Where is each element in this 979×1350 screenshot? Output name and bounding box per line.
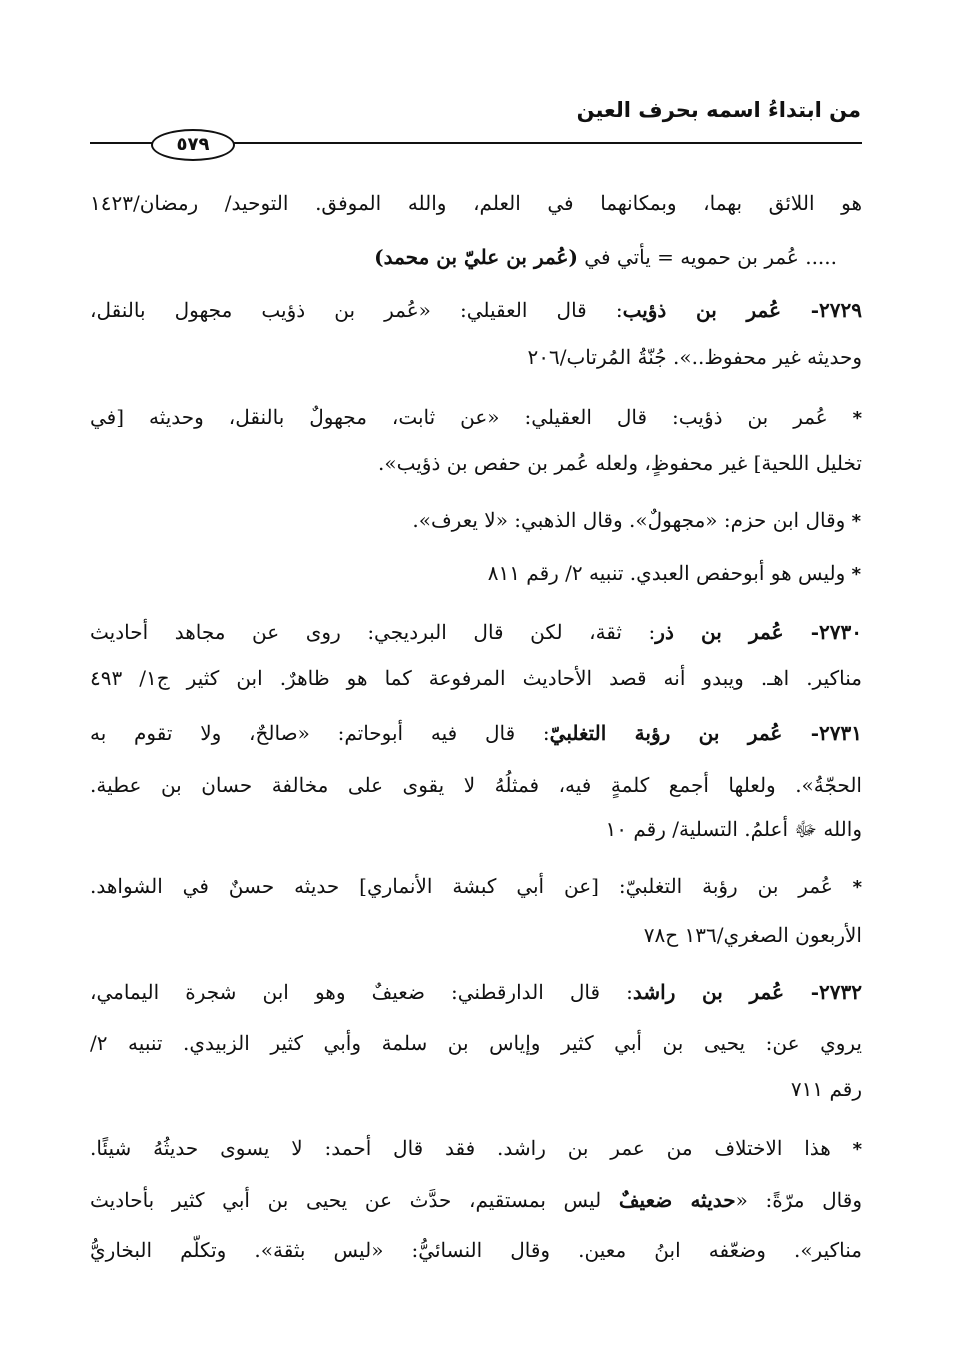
line-text: رقم ٧١١ <box>790 1077 862 1101</box>
asterisk-marker: * <box>845 564 861 585</box>
page-number-badge: ٥٧٩ <box>151 129 235 161</box>
text-line <box>90 183 862 223</box>
entry-heading: حديثه ضعيفٌ <box>618 1188 736 1212</box>
entry-heading: ٢٧٣١- عُمر بن رؤبة التغلبيّ <box>549 721 862 745</box>
line-text: يروي عن: يحيى بن أبي كثير وإياس بن سلمة وأبي كثير الزبيدي. تنبيه ٢/ <box>90 1031 862 1055</box>
asterisk-marker: * <box>827 408 862 429</box>
text-line <box>90 290 862 330</box>
line-text: الأربعون الصغري/١٣٦ ح٧٨ <box>643 923 862 947</box>
line-text: هذا الاختلاف من عمر بن راشد. فقد قال أحمد: لا يسوى حديثُهُ شيئًا. <box>90 1136 831 1160</box>
entry-heading: (عُمر بن عليّ بن محمد) <box>374 245 578 269</box>
line-text: وقال مرّةً: « <box>735 1188 862 1212</box>
text-line <box>90 612 862 652</box>
text-line <box>90 1023 862 1063</box>
line-text: : قال الدارقطني: ضعيفٌ وهو ابن شجرة اليمامي، <box>90 980 633 1004</box>
line-text: عُمر بن رؤبة التغلبيّ: [عن أبي كبشة الأنماري] حديثه حسنٌ في الشواهد. <box>90 874 833 898</box>
asterisk-marker: * <box>845 511 861 532</box>
line-text: مناكير. اهـ. ويبدو أنه قصد الأحاديث المرفوعة كما هو ظاهرٌ. ابن كثير ج١/ ٤٩٣ <box>90 666 862 690</box>
text-line <box>90 658 862 698</box>
text-line <box>90 972 862 1012</box>
text-line <box>90 713 862 753</box>
line-text: : قال العقيلي: «عُمر بن ذؤيب مجهول بالنقل، <box>90 298 623 322</box>
line-text: وحديثه غير محفوظ..». جُنّةُ المُرتاب/٢٠٦ <box>527 345 862 369</box>
text-line <box>90 915 862 955</box>
line-text: وقال ابن حزم: «مجهولٌ». وقال الذهبي: «لا يعرف». <box>412 508 846 532</box>
entry-heading: ٢٧٢٩- عُمر بن ذؤيب <box>622 298 863 322</box>
asterisk-marker: * <box>832 877 862 898</box>
line-text: عُمر بن ذؤيب: قال العقيلي: «عن ثابت، مجهولٌ بالنقل، وحديثه [في <box>90 405 828 429</box>
line-text: ليس بمستقيم، حدَّث عن يحيى بن أبي كثير بأحاديث <box>90 1188 619 1212</box>
text-line <box>90 1230 862 1270</box>
text-line <box>90 337 862 377</box>
line-text: مناكير». وضعّفه ابنُ معين. وقال النسائيُّ: «ليس بثقة». وتكلّم البخاريُّ <box>90 1238 862 1262</box>
text-line <box>488 553 861 593</box>
text-line <box>90 765 862 805</box>
line-text: وليس هو أبوحفص العبدي. تنبيه ٢/ رقم ٨١١ <box>487 561 846 585</box>
text-line <box>90 809 862 849</box>
text-line <box>90 397 862 437</box>
text-line <box>90 443 862 483</box>
asterisk-marker: * <box>830 1139 862 1160</box>
text-line <box>90 1069 862 1109</box>
line-text: الحجّةُ». ولعلها أجمع كلمةٍ فيه، فمثلُهُ لا يقوى على مخالفة حسان بن عطية. <box>90 773 862 797</box>
line-text: هو اللائق بهما، وبمكانهما في العلم، والله الموفق. التوحيد/ رمضان/١٤٢٣ <box>90 191 862 215</box>
line-text: والله ﷻ أعلمُ. التسلية/ رقم ١٠ <box>605 817 862 841</box>
running-header-title: من ابتداءُ اسمه بحرف العين <box>576 98 861 122</box>
entry-heading: ٢٧٣٢- عُمر بن راشد <box>632 980 862 1004</box>
line-text: ..... عُمر بن حمويه = يأتي في <box>577 245 837 269</box>
text-line <box>90 866 862 906</box>
text-line <box>374 237 837 277</box>
entry-heading: ٢٧٣٠- عُمر بن ذر <box>655 620 862 644</box>
line-text: : ثقة، لكن قال البرديجي: روى عن مجاهد أحاديث <box>90 620 656 644</box>
line-text: : قال فيه أبوحاتم: «صالحٌ، ولا تقوم به <box>90 721 550 745</box>
text-line <box>90 1180 862 1220</box>
line-text: تخليل اللحية] غير محفوظٍ، ولعله عُمر بن حفص بن ذؤيب». <box>378 451 862 475</box>
text-line <box>412 500 861 540</box>
text-line <box>90 1128 862 1168</box>
